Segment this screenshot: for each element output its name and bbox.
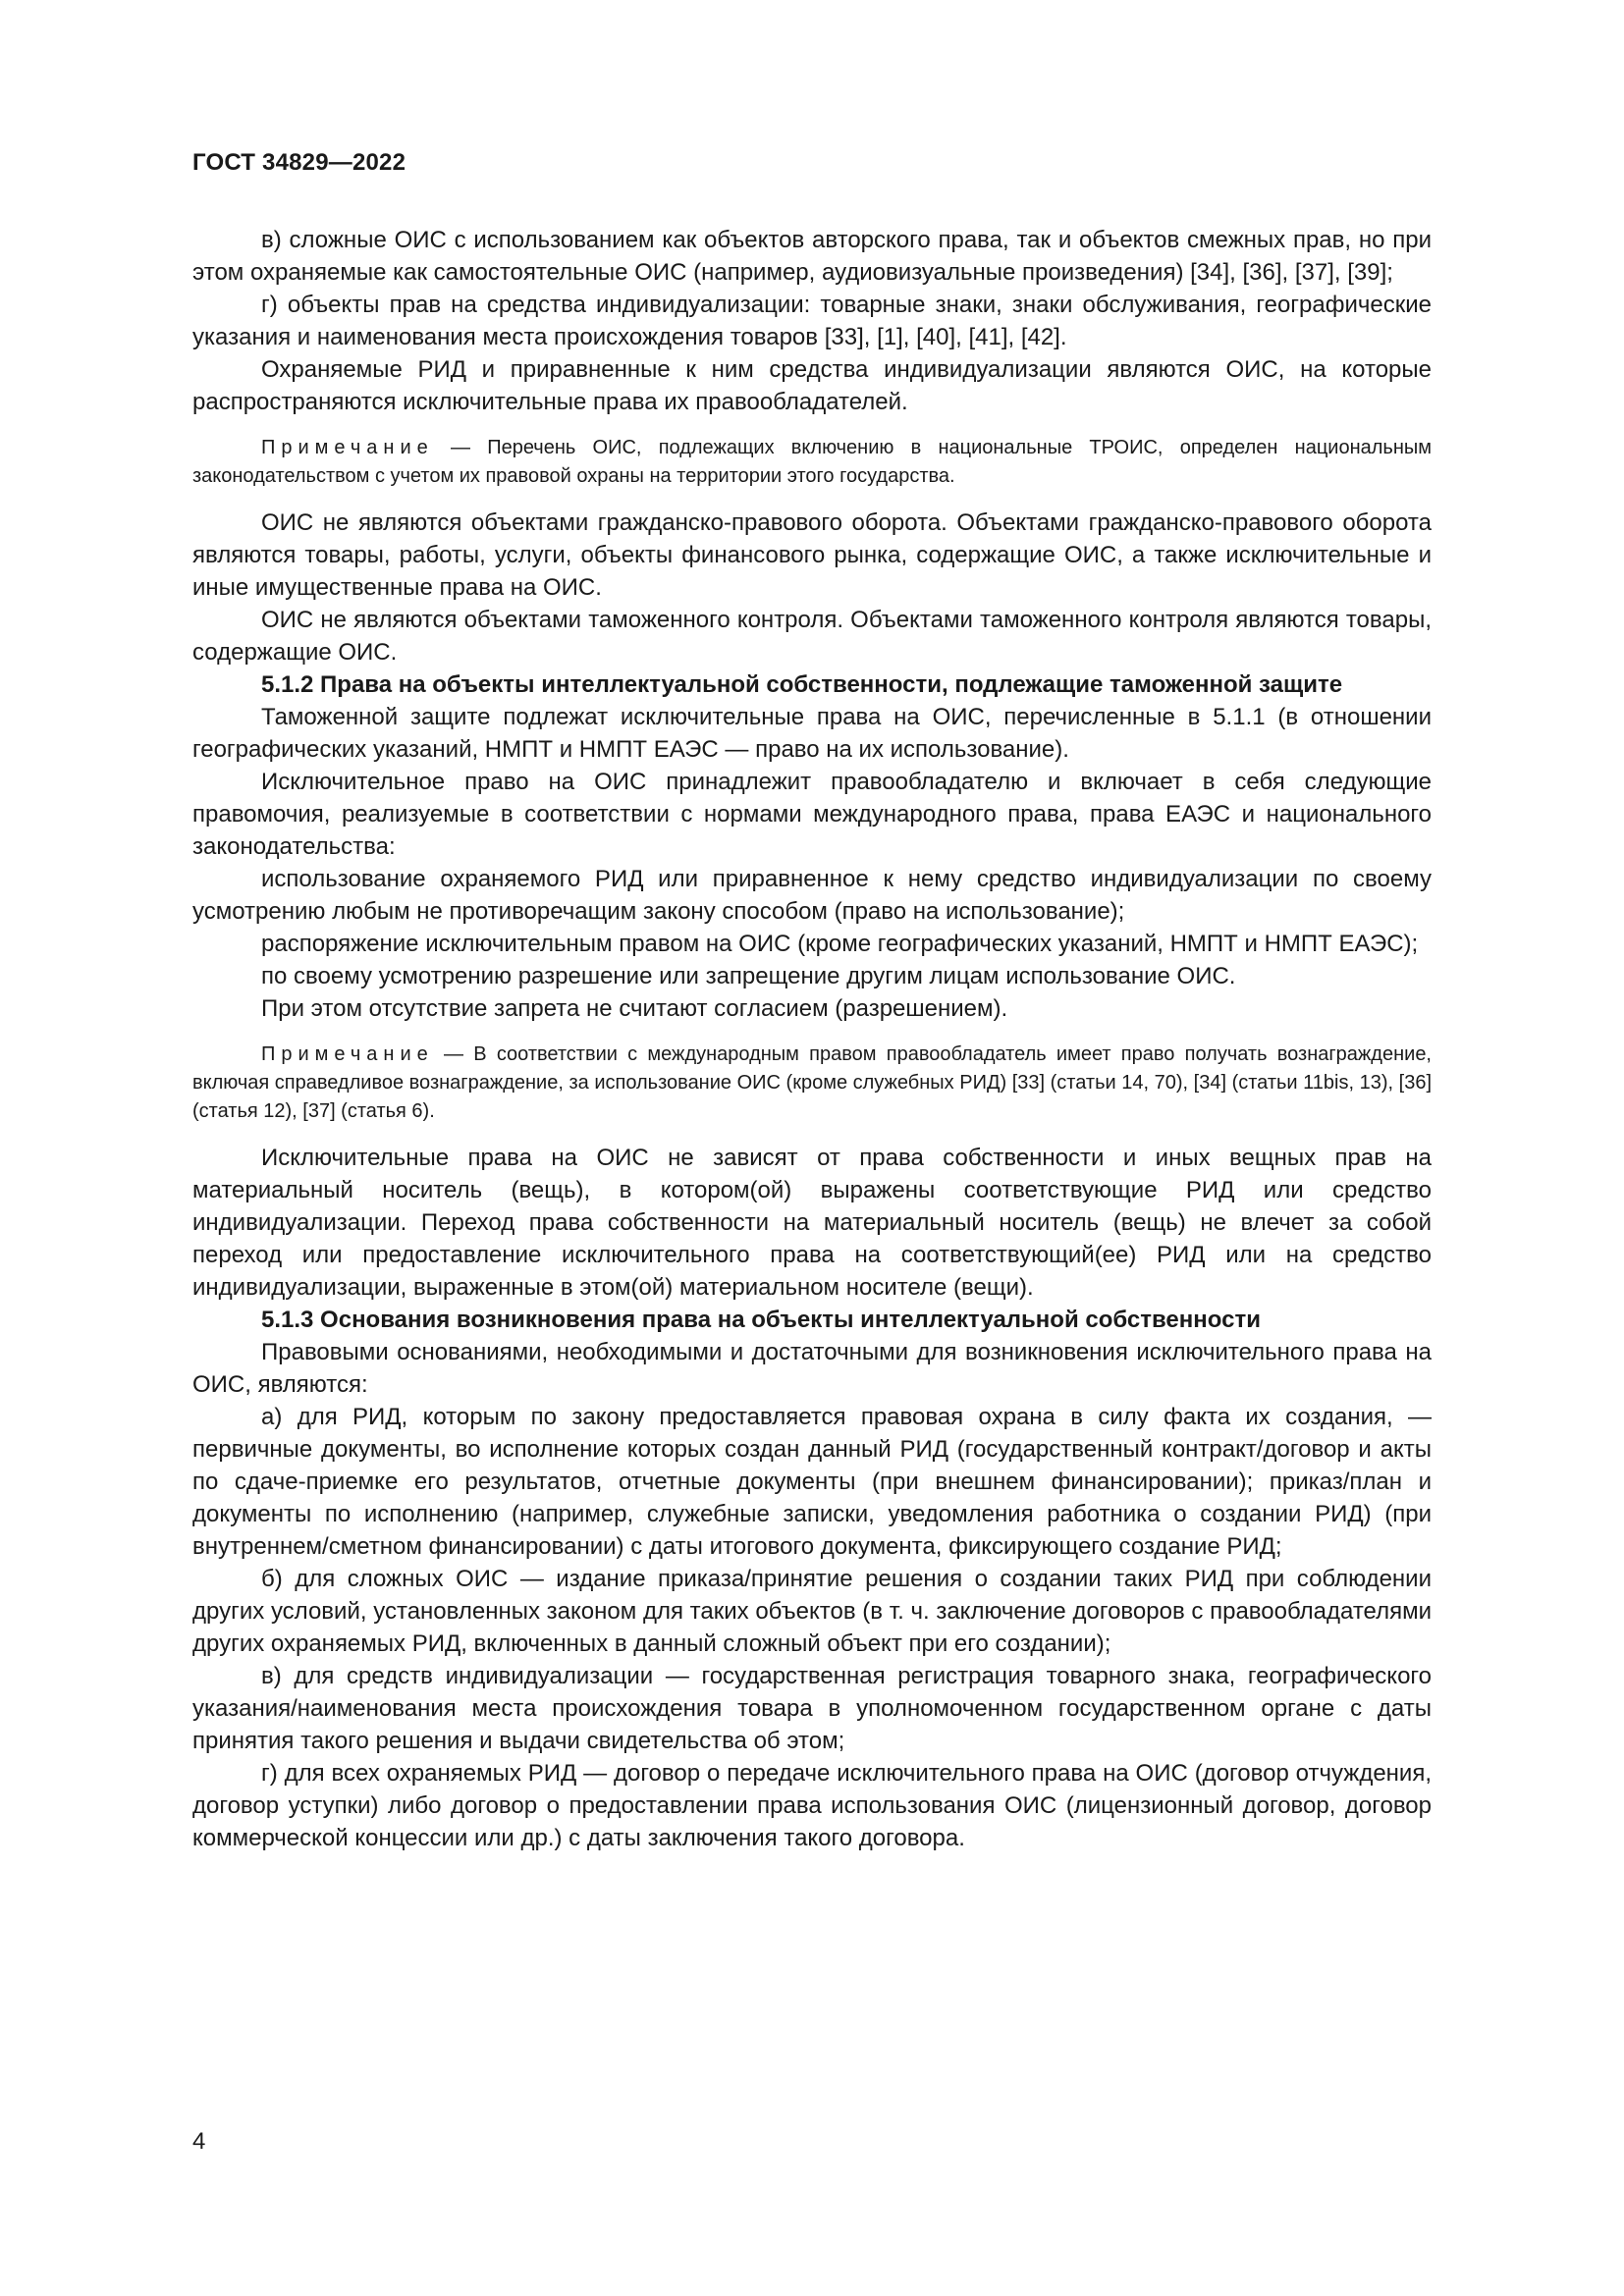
list-item-b: б) для сложных ОИС — издание приказа/принятие решения о создании таких РИД при соблюдении других условий, установленных законом для таких объектов (в т. ч. заключение договоров с правообладателями других охраняемых РИД, включенных в данный сложный объект при его создании); — [192, 1566, 1432, 1657]
page-body — [192, 224, 1432, 1854]
page-number: 4 — [192, 2128, 206, 2155]
note-label: Примечание — [261, 437, 434, 458]
paragraph: Таможенной защите подлежат исключительные права на ОИС, перечисленные в 5.1.1 (в отношении географических указаний, НМПТ и НМПТ ЕАЭС — право на их использование). — [192, 704, 1432, 763]
paragraph: Правовыми основаниями, необходимыми и достаточными для возникновения исключительного права на ОИС, являются: — [192, 1339, 1432, 1398]
list-item-v: в) сложные ОИС с использованием как объектов авторского права, так и объектов смежных прав, но при этом охраняемые как самостоятельные ОИС (например, аудиовизуальные произведения) [34], [36], [37], [39]; — [192, 227, 1432, 286]
section-heading-5-1-3: 5.1.3 Основания возникновения права на объекты интеллектуальной собственности — [261, 1307, 1261, 1333]
paragraph: ОИС не являются объектами гражданско-правового оборота. Объектами гражданско-правового оборота являются товары, работы, услуги, объекты финансового рынка, содержащие ОИС, а также исключительные и иные имущественные права на ОИС. — [192, 509, 1432, 601]
list-item: по своему усмотрению разрешение или запрещение другим лицам использование ОИС. — [261, 963, 1236, 989]
paragraph: Охраняемые РИД и приравненные к ним средства индивидуализации являются ОИС, на которые распространяются исключительные права их правообладателей. — [192, 356, 1432, 415]
list-item-v: в) для средств индивидуализации — государственная регистрация товарного знака, географического указания/наименования места происхождения товара в уполномоченном государственном органе с даты принятия такого решения и выдачи свидетельства об этом; — [192, 1663, 1432, 1754]
note — [192, 434, 1432, 491]
list-item: распоряжение исключительным правом на ОИС (кроме географических указаний, НМПТ и НМПТ ЕАЭС); — [261, 931, 1419, 957]
list-item-g: г) объекты прав на средства индивидуализации: товарные знаки, знаки обслуживания, географические указания и наименования места происхождения товаров [33], [1], [40], [41], [42]. — [192, 292, 1432, 350]
list-item: использование охраняемого РИД или приравненное к нему средство индивидуализации по своему усмотрению любым не противоречащим закону способом (право на использование); — [192, 866, 1432, 925]
note-text: — Перечень ОИС, подлежащих включению в национальные ТРОИС, определен национальным законодательством с учетом их правовой охраны на территории этого государства. — [192, 437, 1432, 487]
section-heading-5-1-2: 5.1.2 Права на объекты интеллектуальной собственности, подлежащие таможенной защите — [261, 671, 1343, 698]
note-label: Примечание — [261, 1043, 434, 1065]
list-item-g: г) для всех охраняемых РИД — договор о передаче исключительного права на ОИС (договор отчуждения, договор уступки) либо договор о предоставлении права использования ОИС (лицензионный договор, договор коммерческой концессии или др.) с даты заключения такого договора. — [192, 1760, 1432, 1851]
paragraph: Исключительные права на ОИС не зависят от права собственности и иных вещных прав на материальный носитель (вещь), в котором(ой) выражены соответствующие РИД или средство индивидуализации. Переход права собственности на материальный носитель (вещь) не влечет за собой переход или предоставление исключительного права на соответствующий(ее) РИД или на средство индивидуализации, выраженные в этом(ой) материальном носителе (вещи). — [192, 1145, 1432, 1301]
paragraph: Исключительное право на ОИС принадлежит правообладателю и включает в себя следующие правомочия, реализуемые в соответствии с нормами международного права, права ЕАЭС и национального законодательства: — [192, 769, 1432, 860]
paragraph: ОИС не являются объектами таможенного контроля. Объектами таможенного контроля являются товары, содержащие ОИС. — [192, 607, 1432, 666]
document-code: ГОСТ 34829—2022 — [192, 149, 406, 176]
list-item-a: а) для РИД, которым по закону предоставляется правовая охрана в силу факта их создания, — первичные документы, во исполнение которых создан данный РИД (государственный контракт/договор и акты по сдаче-приемке его результатов, отчетные документы (при внешнем финансировании); приказ/план и документы по исполнению (например, служебные записки, уведомления работника о создании РИД) (при внутреннем/сметном финансировании) с даты итогового документа, фиксирующего создание РИД; — [192, 1404, 1432, 1560]
note — [192, 1041, 1432, 1126]
paragraph: При этом отсутствие запрета не считают согласием (разрешением). — [261, 995, 1008, 1022]
note-text: — В соответствии с международным правом правообладатель имеет право получать вознаграждение, включая справедливое вознаграждение, за использование ОИС (кроме служебных РИД) [33] (статьи 14, 70), [34] (статьи 11bis, 13), [36] (статья 12), [37] (статья 6). — [192, 1043, 1432, 1122]
